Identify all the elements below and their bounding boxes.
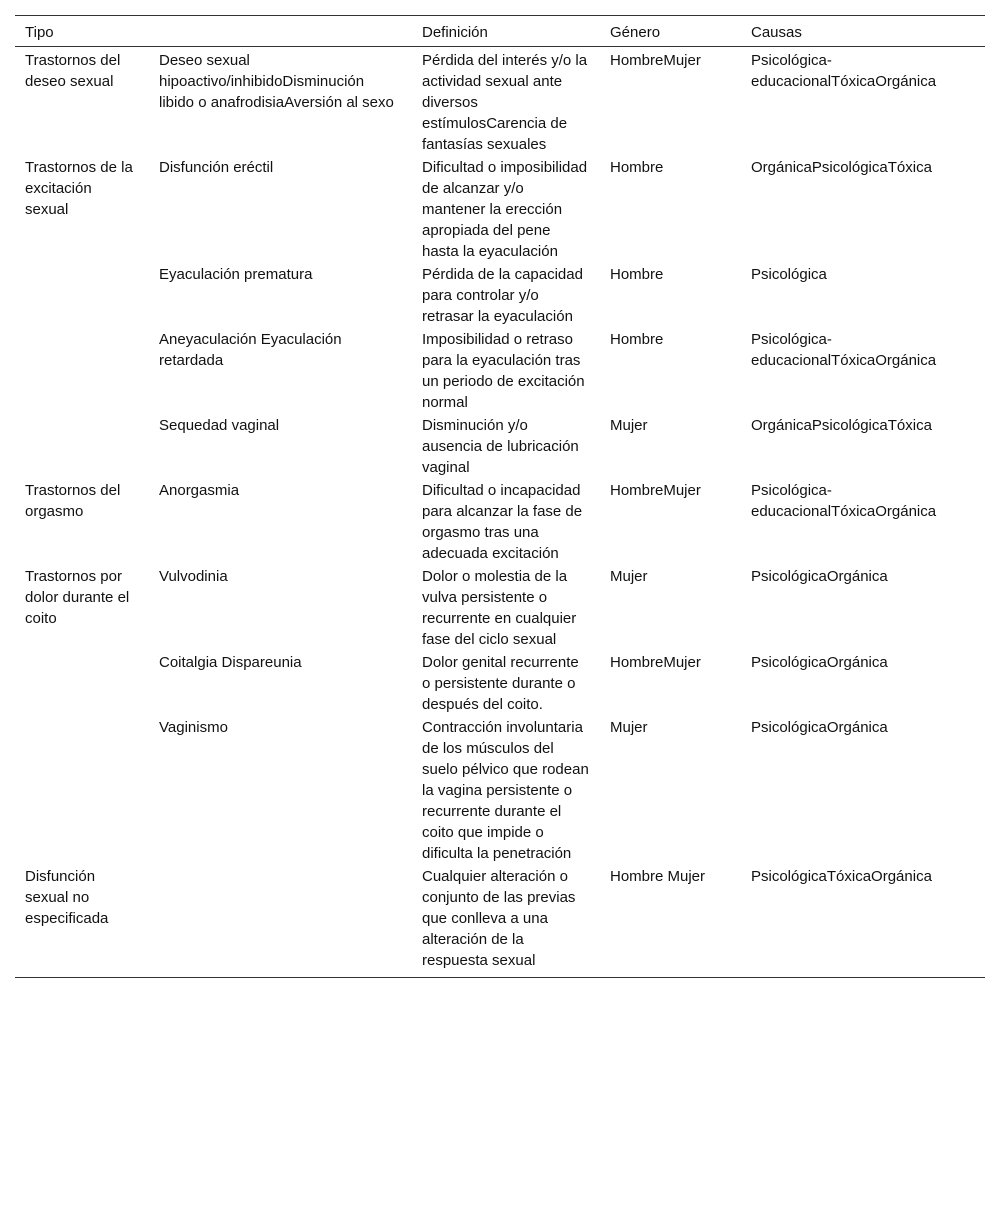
cell-tipo: Trastornos del orgasmo <box>25 482 121 520</box>
cell-definicion: Contracción involuntaria de los músculos del suelo pélvico que rodean la vagina persistente o recurrente durante el coito que impide o dificulta la penetración <box>422 719 589 862</box>
cell-genero: HombreMujer <box>610 654 701 671</box>
cell-causas: Psicológica-educacionalTóxicaOrgánica <box>751 331 937 369</box>
table-row <box>15 414 985 479</box>
table-row <box>15 47 985 157</box>
header-row <box>15 16 985 47</box>
cell-tipo <box>15 651 149 716</box>
table-body <box>15 47 985 978</box>
table-row <box>15 651 985 716</box>
cell-tipo: Trastornos por dolor durante el coito <box>25 568 130 627</box>
cell-genero: Hombre <box>610 159 664 176</box>
cell-causas: Psicológica-educacionalTóxicaOrgánica <box>751 482 937 520</box>
cell-genero: Hombre <box>610 331 664 348</box>
table-row <box>15 479 985 565</box>
cell-definicion: Imposibilidad o retraso para la eyaculación tras un periodo de excitación normal <box>422 331 585 411</box>
table-row <box>15 328 985 414</box>
cell-genero: Mujer <box>610 568 648 585</box>
table-row <box>15 716 985 865</box>
cell-tipo: Trastornos del deseo sexual <box>25 52 121 90</box>
cell-causas: Psicológica <box>751 266 827 283</box>
cell-causas: PsicológicaTóxicaOrgánica <box>741 865 985 978</box>
cell-genero: Mujer <box>610 417 648 434</box>
cell-trastorno: Coitalgia Dispareunia <box>159 654 302 671</box>
cell-tipo: Disfunción sexual no especificada <box>15 865 149 978</box>
cell-causas: PsicológicaOrgánica <box>751 654 888 671</box>
cell-definicion: Dolor genital recurrente o persistente durante o después del coito. <box>422 654 579 713</box>
table-row <box>15 263 985 328</box>
cell-trastorno: Vulvodinia <box>159 568 228 585</box>
table-row <box>15 865 985 978</box>
cell-causas: OrgánicaPsicológicaTóxica <box>751 159 932 176</box>
cell-trastorno: Anorgasmia <box>159 482 240 499</box>
cell-trastorno: Eyaculación prematura <box>159 266 313 283</box>
header-genero: Género <box>600 16 741 47</box>
header-definicion: Definición <box>412 16 600 47</box>
cell-definicion: Pérdida del interés y/o la actividad sexual ante diversos estímulosCarencia de fantasías sexuales <box>422 52 588 153</box>
cell-trastorno: Disfunción eréctil <box>159 159 274 176</box>
cell-tipo <box>15 716 149 865</box>
cell-definicion: Cualquier alteración o conjunto de las previas que conlleva a una alteración de la respuesta sexual <box>412 865 600 978</box>
cell-tipo: Trastornos de la excitación sexual <box>25 159 133 218</box>
table-header <box>15 16 985 47</box>
header-trastorno <box>149 16 412 47</box>
cell-trastorno: Deseo sexual hipoactivo/inhibidoDisminución libido o anafrodisiaAversión al sexo <box>159 52 394 111</box>
sexual-dysfunction-table-container <box>15 15 985 978</box>
header-causas: Causas <box>741 16 985 47</box>
cell-tipo <box>15 414 149 479</box>
cell-trastorno <box>149 865 412 978</box>
table-row <box>15 156 985 263</box>
cell-definicion: Dificultad o incapacidad para alcanzar la fase de orgasmo tras una adecuada excitación <box>422 482 583 562</box>
cell-genero: Hombre Mujer <box>600 865 741 978</box>
cell-genero: HombreMujer <box>610 482 701 499</box>
cell-definicion: Dificultad o imposibilidad de alcanzar y/o mantener la erección apropiada del pene hasta la eyaculación <box>422 159 588 260</box>
sexual-dysfunction-table <box>15 15 985 978</box>
cell-definicion: Pérdida de la capacidad para controlar y/o retrasar la eyaculación <box>422 266 583 325</box>
table-row <box>15 565 985 651</box>
cell-causas: OrgánicaPsicológicaTóxica <box>751 417 932 434</box>
cell-genero: HombreMujer <box>610 52 701 69</box>
cell-trastorno: Sequedad vaginal <box>159 417 280 434</box>
cell-genero: Hombre <box>610 266 664 283</box>
cell-tipo <box>15 328 149 414</box>
cell-genero: Mujer <box>610 719 648 736</box>
cell-causas: Psicológica-educacionalTóxicaOrgánica <box>751 52 937 90</box>
cell-causas: PsicológicaOrgánica <box>751 719 888 736</box>
header-tipo: Tipo <box>15 16 149 47</box>
cell-causas: PsicológicaOrgánica <box>751 568 888 585</box>
cell-tipo <box>15 263 149 328</box>
cell-trastorno: Vaginismo <box>159 719 228 736</box>
cell-definicion: Disminución y/o ausencia de lubricación vaginal <box>422 417 579 476</box>
cell-trastorno: Aneyaculación Eyaculación retardada <box>159 331 342 369</box>
cell-definicion: Dolor o molestia de la vulva persistente o recurrente en cualquier fase del ciclo sexual <box>422 568 577 648</box>
